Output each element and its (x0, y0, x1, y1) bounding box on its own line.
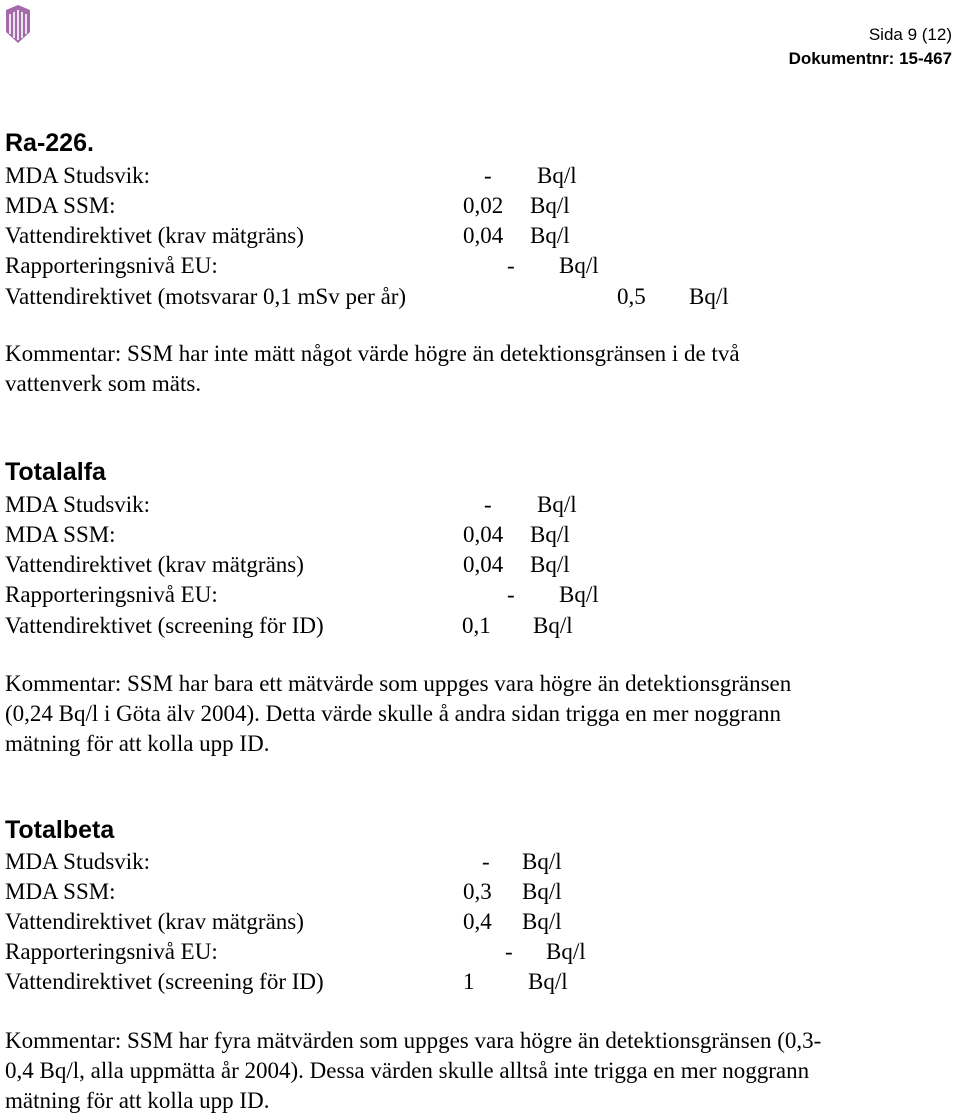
row-label: Vattendirektivet (krav mätgräns) (5, 552, 304, 577)
page-number: Sida 9 (12) (868, 25, 952, 44)
row-value: - (507, 582, 515, 607)
row-value: 0,02 (463, 193, 504, 218)
row-value: 1 (463, 969, 475, 994)
row-value: - (484, 163, 492, 188)
comment-line: vattenverk som mäts. (5, 371, 202, 396)
row-unit: Bq/l (546, 939, 586, 964)
row-value: 0,1 (462, 613, 491, 638)
comment-line: 0,4 Bq/l, alla uppmätta år 2004). Dessa värden skulle alltså inte trigga en mer noggrann (5, 1058, 810, 1083)
row-value: 0,04 (463, 522, 504, 547)
row-value: 0,5 (617, 284, 646, 309)
row-unit: Bq/l (533, 613, 573, 638)
section-title: Ra-226. (5, 129, 94, 157)
row-label: Vattendirektivet (screening för ID) (5, 613, 324, 638)
row-label: Vattendirektivet (motsvarar 0,1 mSv per år) (5, 284, 407, 309)
row-value: 0,04 (463, 223, 504, 248)
comment-line: Kommentar: SSM har bara ett mätvärde som uppges vara högre än detektionsgränsen (5, 671, 792, 696)
section-title: Totalbeta (5, 816, 115, 844)
row-unit: Bq/l (559, 582, 599, 607)
row-value: 0,3 (463, 879, 492, 904)
row-value: - (484, 492, 492, 517)
row-label: MDA SSM: (5, 522, 116, 547)
row-label: MDA Studsvik: (5, 163, 151, 188)
row-value: 0,04 (463, 552, 504, 577)
row-unit: Bq/l (537, 492, 577, 517)
row-unit: Bq/l (530, 223, 570, 248)
row-label: MDA SSM: (5, 193, 116, 218)
row-unit: Bq/l (530, 552, 570, 577)
row-label: Rapporteringsnivå EU: (5, 253, 218, 278)
row-label: Vattendirektivet (screening för ID) (5, 969, 324, 994)
row-unit: Bq/l (522, 849, 562, 874)
row-unit: Bq/l (530, 193, 570, 218)
row-value: 0,4 (463, 909, 492, 934)
row-label: Vattendirektivet (krav mätgräns) (5, 223, 304, 248)
row-label: MDA Studsvik: (5, 849, 151, 874)
row-unit: Bq/l (522, 879, 562, 904)
comment-line: Kommentar: SSM har fyra mätvärden som uppges vara högre än detektionsgränsen (0,3- (5, 1028, 822, 1053)
row-label: Rapporteringsnivå EU: (5, 582, 218, 607)
row-value: - (505, 939, 513, 964)
row-label: Rapporteringsnivå EU: (5, 939, 218, 964)
row-label: MDA SSM: (5, 879, 116, 904)
row-unit: Bq/l (530, 522, 570, 547)
row-label: MDA Studsvik: (5, 492, 151, 517)
row-unit: Bq/l (537, 163, 577, 188)
row-value: - (507, 253, 515, 278)
comment-line: (0,24 Bq/l i Göta älv 2004). Detta värde skulle å andra sidan trigga en mer noggrann (5, 701, 782, 726)
row-unit: Bq/l (522, 909, 562, 934)
row-unit: Bq/l (559, 253, 599, 278)
row-unit: Bq/l (689, 284, 729, 309)
comment-line: Kommentar: SSM har inte mätt något värde högre än detektionsgränsen i de två (5, 341, 740, 366)
section-title: Totalalfa (5, 458, 106, 486)
comment-line: mätning för att kolla upp ID. (5, 731, 270, 756)
comment-line: mätning för att kolla upp ID. (5, 1088, 270, 1113)
row-unit: Bq/l (528, 969, 568, 994)
row-value: - (482, 849, 490, 874)
row-label: Vattendirektivet (krav mätgräns) (5, 909, 304, 934)
document-number: Dokumentnr: 15-467 (788, 49, 952, 68)
organization-logo-icon (4, 4, 32, 44)
